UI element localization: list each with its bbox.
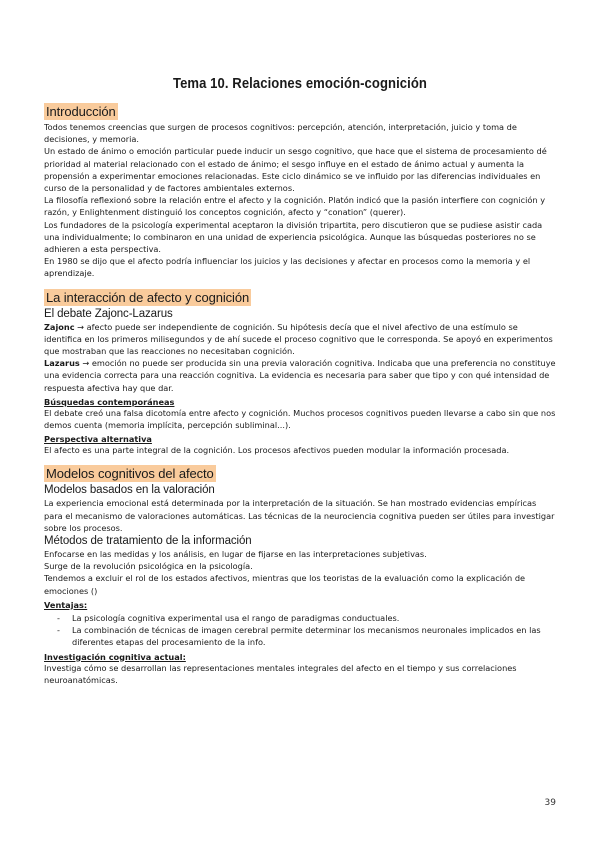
subheading-debate: El debate Zajonc-Lazarus	[44, 307, 173, 320]
intro-paragraph-1: Todos tenemos creencias que surgen de procesos cognitivos: percepción, atención, interpretación, juicio y toma de decisiones, y memoria.	[44, 122, 517, 145]
section-modelos	[44, 463, 556, 685]
zajonc-paragraph	[44, 321, 556, 358]
label-busquedas: Búsquedas contemporáneas	[44, 396, 175, 407]
zajonc-term: Zajonc	[44, 321, 75, 332]
dash-mark: -	[57, 625, 60, 636]
intro-paragraph-4: Los fundadores de la psicología experimental aceptaron la división tripartita, pero discutieron que se pudiese asistir cada una individualmente; lo combinaron en una unidad de experiencia psicológica. Aunque las búsquedas posteriores no se adhieren a esta perspectiva.	[44, 219, 543, 255]
intro-paragraph-3: La filosofía reflexionó sobre la relación entre el afecto y la cognición. Platón indicó que la pasión interfiere con cognición y razón, y Enlightenment distinguió los conceptos cognición, afecto y “conation” (querer).	[44, 195, 546, 218]
subheading-tratamiento: Métodos de tratamiento de la información	[44, 535, 252, 548]
list-item	[44, 624, 556, 648]
list-item	[44, 612, 556, 624]
ventaja-text-2: La combinación de técnicas de imagen cerebral permite determinar los mecanismos neuronales implicados en las diferentes etapas del procesamiento de la info.	[72, 625, 541, 648]
section-heading-introduccion: Introducción	[46, 104, 116, 119]
intro-paragraph-5: En 1980 se dijo que el afecto podría influenciar los juicios y las decisiones y afectar en procesos como la memoria y el aprendizaje.	[44, 256, 531, 279]
dash-mark: -	[57, 612, 60, 623]
tratamiento-paragraph-1: Enfocarse en las medidas y los análisis, en lugar de fijarse en las interpretaciones subjetivas.	[44, 549, 427, 560]
label-perspectiva: Perspectiva alternativa	[44, 434, 152, 445]
valoracion-paragraph: La experiencia emocional está determinada por la interpretación de la situación. Se han mostrado evidencias empíricas para el mecanismo de valoraciones automáticas. Las técnicas de la neurociencia cognitiva pueden ser útiles para investigar sobre los procesos.	[44, 498, 555, 533]
label-ventajas: Ventajas:	[44, 599, 88, 610]
subheading-valoracion: Modelos basados en la valoración	[44, 484, 215, 497]
ventaja-text-1: La psicología cognitiva experimental usa el rango de paradigmas conductuales.	[72, 612, 400, 623]
label-investigacion: Investigación cognitiva actual:	[44, 651, 186, 662]
busquedas-paragraph: El debate creó una falsa dicotomía entre afecto y cognición. Muchos procesos cognitivos pueden llevarse a cabo sin que nos demos cuenta (memoria implícita, percepción subliminal...).	[44, 407, 556, 431]
page-number: 39	[544, 798, 556, 808]
zajonc-text: → afecto puede ser independiente de cognición. Su hipótesis decía que el nivel afectivo de una estímulo se identifica en los primeros milisegundos y de ahí sucede el proceso cognitivo que le corresponda. Se apoyó en experimentos que mostraban que las reacciones no necesitaban cognición.	[44, 321, 553, 357]
section-heading-modelos: Modelos cognitivos del afecto	[46, 466, 214, 482]
page-content	[44, 76, 556, 686]
section-heading-interaccion: La interacción de afecto y cognición	[46, 289, 250, 305]
tratamiento-paragraph-3: Tendemos a excluir el rol de los estados afectivos, mientras que los teoristas de la evaluación como la explicación de emociones ()	[44, 573, 526, 596]
investigacion-paragraph: Investiga cómo se desarrollan las representaciones mentales integrales del afecto en el tiempo y sus correlaciones neuroanatómicas.	[44, 662, 517, 685]
intro-paragraph-2: Un estado de ánimo o emoción particular puede inducir un sesgo cognitivo, que hace que el sistema de procesamiento dé prioridad al material relacionado con el estado de ánimo; el sesgo influye en el estado de ánimo actual y aumenta la propensión a experimentar emociones relacionadas. Este ciclo dinámico se ve influido por las diferencias individuales en curso de la personalidad y de factores ambientales externos.	[44, 146, 547, 194]
lazarus-paragraph	[44, 357, 556, 394]
lazarus-text: → emoción no puede ser producida sin una previa valoración cognitiva. Indicaba que una preferencia no constituye una evidencia correcta para una reacción cognitiva. La evidencia es necesaria para saber que tipo y con qué intensidad de respuesta afectiva hay que dar.	[44, 358, 556, 393]
page-title: Tema 10. Relaciones emoción-cognición	[172, 76, 427, 92]
tratamiento-paragraph-2: Surge de la revolución psicológica en la psicología.	[44, 561, 253, 572]
section-introduccion	[44, 101, 556, 280]
ventajas-list	[44, 612, 556, 649]
perspectiva-paragraph: El afecto es una parte integral de la cognición. Los procesos afectivos pueden modular la información procesada.	[44, 445, 510, 456]
section-interaccion	[44, 287, 556, 457]
lazarus-term: Lazarus	[44, 358, 80, 369]
